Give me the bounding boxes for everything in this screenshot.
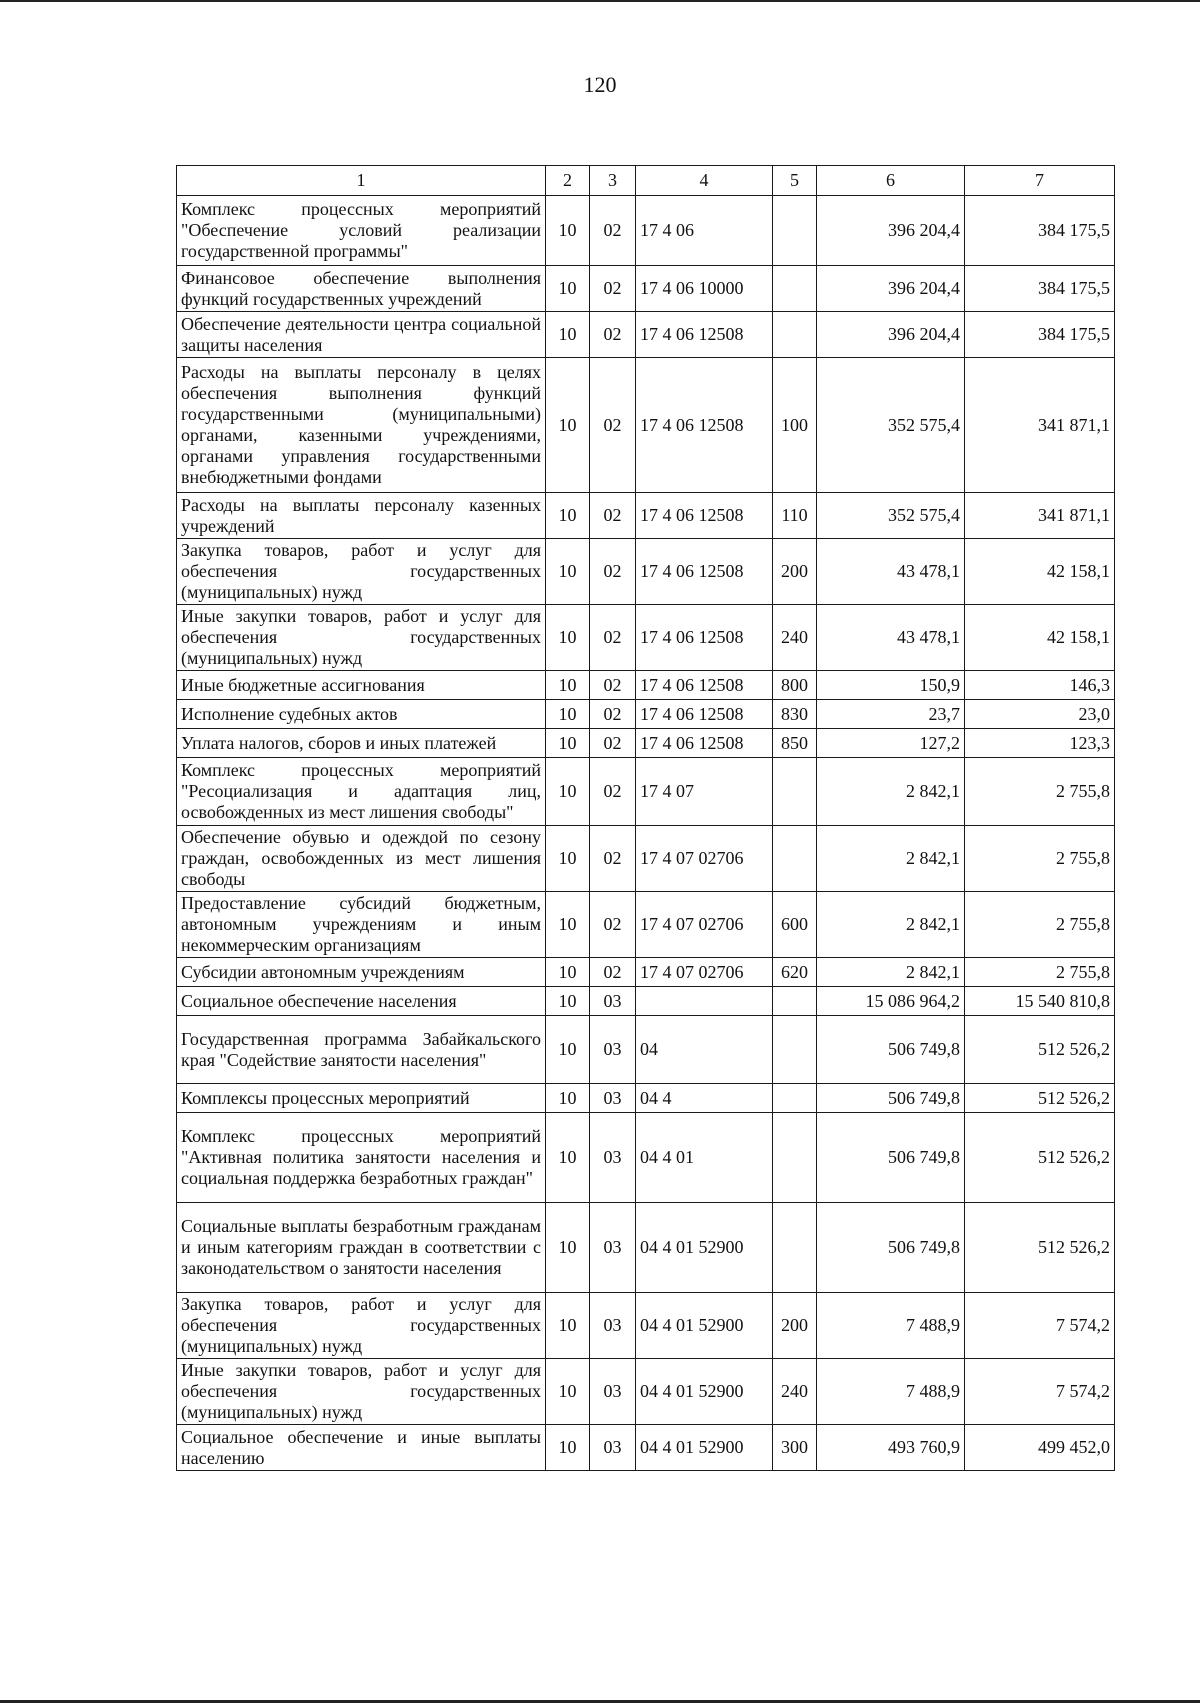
row-subsection: 03	[590, 1425, 636, 1471]
row-amount-col7: 341 871,1	[965, 358, 1115, 493]
row-expense-type: 200	[773, 1293, 817, 1359]
row-name: Социальное обеспечение населения	[177, 987, 546, 1016]
header-col-3: 3	[590, 166, 636, 196]
row-expense-type: 240	[773, 1359, 817, 1425]
table-row	[177, 1113, 1115, 1203]
row-name: Финансовое обеспечение выполнения функций государственных учреждений	[177, 266, 546, 312]
row-expense-type: 240	[773, 605, 817, 671]
row-amount-col7: 2 755,8	[965, 892, 1115, 958]
row-name: Закупка товаров, работ и услуг для обеспечения государственных (муниципальных) нужд	[177, 539, 546, 605]
row-subsection: 03	[590, 1016, 636, 1084]
row-subsection: 03	[590, 1359, 636, 1425]
row-name: Обеспечение обувью и одеждой по сезону граждан, освобожденных из мест лишения свободы	[177, 826, 546, 892]
row-section: 10	[546, 758, 590, 826]
row-amount-col7: 512 526,2	[965, 1084, 1115, 1113]
row-amount-col7: 15 540 810,8	[965, 987, 1115, 1016]
row-section: 10	[546, 826, 590, 892]
row-name: Иные закупки товаров, работ и услуг для обеспечения государственных (муниципальных) нужд	[177, 605, 546, 671]
row-name: Расходы на выплаты персоналу в целях обеспечения выполнения функций государственными (муниципальными) органами, казенными учреждениями, органами управления государственными внебюджетными фондами	[177, 358, 546, 493]
row-expense-type: 100	[773, 358, 817, 493]
row-section: 10	[546, 958, 590, 987]
row-amount-col6: 493 760,9	[817, 1425, 965, 1471]
row-amount-col7: 384 175,5	[965, 196, 1115, 266]
row-expense-type: 800	[773, 671, 817, 700]
row-section: 10	[546, 196, 590, 266]
row-subsection: 02	[590, 196, 636, 266]
row-expense-type	[773, 1016, 817, 1084]
table-row	[177, 987, 1115, 1016]
table-row	[177, 671, 1115, 700]
row-amount-col7: 23,0	[965, 700, 1115, 729]
row-name: Иные бюджетные ассигнования	[177, 671, 546, 700]
row-program-code: 04 4 01	[636, 1113, 773, 1203]
row-section: 10	[546, 671, 590, 700]
row-name: Социальное обеспечение и иные выплаты населению	[177, 1425, 546, 1471]
row-amount-col6: 2 842,1	[817, 892, 965, 958]
table-row	[177, 312, 1115, 358]
row-amount-col6: 396 204,4	[817, 196, 965, 266]
row-program-code: 17 4 06 12508	[636, 493, 773, 539]
row-amount-col6: 7 488,9	[817, 1293, 965, 1359]
header-col-7: 7	[965, 166, 1115, 196]
table-row	[177, 266, 1115, 312]
row-amount-col6: 352 575,4	[817, 358, 965, 493]
row-amount-col7: 146,3	[965, 671, 1115, 700]
row-program-code: 04 4 01 52900	[636, 1425, 773, 1471]
row-amount-col7: 2 755,8	[965, 758, 1115, 826]
row-name: Государственная программа Забайкальского края "Содействие занятости населения"	[177, 1016, 546, 1084]
row-section: 10	[546, 1293, 590, 1359]
table-row	[177, 958, 1115, 987]
row-section: 10	[546, 700, 590, 729]
row-expense-type	[773, 826, 817, 892]
row-name: Предоставление субсидий бюджетным, автономным учреждениям и иным некоммерческим организациям	[177, 892, 546, 958]
row-subsection: 03	[590, 1293, 636, 1359]
row-section: 10	[546, 729, 590, 758]
row-program-code	[636, 987, 773, 1016]
table-row	[177, 1359, 1115, 1425]
row-amount-col6: 127,2	[817, 729, 965, 758]
row-section: 10	[546, 266, 590, 312]
row-section: 10	[546, 312, 590, 358]
row-section: 10	[546, 605, 590, 671]
row-amount-col7: 7 574,2	[965, 1293, 1115, 1359]
bottom-border-rule	[0, 1700, 1200, 1703]
row-name: Исполнение судебных актов	[177, 700, 546, 729]
row-section: 10	[546, 987, 590, 1016]
row-program-code: 17 4 06 12508	[636, 729, 773, 758]
row-program-code: 17 4 07 02706	[636, 958, 773, 987]
row-expense-type: 850	[773, 729, 817, 758]
row-section: 10	[546, 1425, 590, 1471]
row-section: 10	[546, 1113, 590, 1203]
table-row	[177, 605, 1115, 671]
row-section: 10	[546, 1084, 590, 1113]
row-program-code: 17 4 06 12508	[636, 312, 773, 358]
row-subsection: 02	[590, 605, 636, 671]
row-subsection: 02	[590, 358, 636, 493]
table-row	[177, 1293, 1115, 1359]
row-name: Комплекс процессных мероприятий "Активная политика занятости населения и социальная поддержка безработных граждан"	[177, 1113, 546, 1203]
row-expense-type: 600	[773, 892, 817, 958]
row-subsection: 02	[590, 826, 636, 892]
row-subsection: 03	[590, 1084, 636, 1113]
row-expense-type	[773, 758, 817, 826]
table-row	[177, 1084, 1115, 1113]
row-amount-col7: 341 871,1	[965, 493, 1115, 539]
row-program-code: 04 4 01 52900	[636, 1293, 773, 1359]
row-section: 10	[546, 358, 590, 493]
table-body	[177, 196, 1115, 1471]
table-row	[177, 729, 1115, 758]
row-amount-col6: 43 478,1	[817, 605, 965, 671]
row-section: 10	[546, 539, 590, 605]
row-amount-col6: 396 204,4	[817, 312, 965, 358]
table-row	[177, 1016, 1115, 1084]
row-amount-col7: 512 526,2	[965, 1113, 1115, 1203]
row-program-code: 17 4 06 10000	[636, 266, 773, 312]
row-section: 10	[546, 892, 590, 958]
row-name: Комплексы процессных мероприятий	[177, 1084, 546, 1113]
row-amount-col6: 506 749,8	[817, 1113, 965, 1203]
row-amount-col6: 396 204,4	[817, 266, 965, 312]
row-expense-type: 620	[773, 958, 817, 987]
row-expense-type	[773, 266, 817, 312]
row-amount-col6: 150,9	[817, 671, 965, 700]
row-expense-type: 110	[773, 493, 817, 539]
row-subsection: 02	[590, 493, 636, 539]
row-program-code: 04 4 01 52900	[636, 1359, 773, 1425]
row-section: 10	[546, 1359, 590, 1425]
row-program-code: 17 4 06	[636, 196, 773, 266]
table-row	[177, 892, 1115, 958]
row-name: Уплата налогов, сборов и иных платежей	[177, 729, 546, 758]
table-header	[177, 166, 1115, 196]
row-name: Субсидии автономным учреждениям	[177, 958, 546, 987]
row-program-code: 17 4 07	[636, 758, 773, 826]
row-name: Расходы на выплаты персоналу казенных учреждений	[177, 493, 546, 539]
row-section: 10	[546, 1016, 590, 1084]
row-amount-col7: 384 175,5	[965, 266, 1115, 312]
row-subsection: 02	[590, 958, 636, 987]
row-name: Закупка товаров, работ и услуг для обеспечения государственных (муниципальных) нужд	[177, 1293, 546, 1359]
row-program-code: 17 4 06 12508	[636, 358, 773, 493]
row-subsection: 02	[590, 700, 636, 729]
row-expense-type: 300	[773, 1425, 817, 1471]
budget-table	[176, 165, 1115, 1471]
row-amount-col6: 2 842,1	[817, 758, 965, 826]
row-subsection: 02	[590, 266, 636, 312]
row-amount-col6: 352 575,4	[817, 493, 965, 539]
table-row	[177, 1203, 1115, 1293]
row-subsection: 02	[590, 539, 636, 605]
header-col-2: 2	[546, 166, 590, 196]
header-col-6: 6	[817, 166, 965, 196]
row-program-code: 04	[636, 1016, 773, 1084]
row-expense-type	[773, 987, 817, 1016]
row-amount-col6: 2 842,1	[817, 826, 965, 892]
row-amount-col7: 123,3	[965, 729, 1115, 758]
row-subsection: 02	[590, 729, 636, 758]
row-amount-col7: 42 158,1	[965, 605, 1115, 671]
header-col-5: 5	[773, 166, 817, 196]
row-expense-type: 200	[773, 539, 817, 605]
row-subsection: 02	[590, 892, 636, 958]
table-row	[177, 493, 1115, 539]
row-expense-type	[773, 1113, 817, 1203]
row-amount-col6: 23,7	[817, 700, 965, 729]
row-subsection: 03	[590, 987, 636, 1016]
row-name: Социальные выплаты безработным гражданам и иным категориям граждан в соответствии с законодательством о занятости населения	[177, 1203, 546, 1293]
row-amount-col7: 7 574,2	[965, 1359, 1115, 1425]
header-row	[177, 166, 1115, 196]
row-expense-type	[773, 1084, 817, 1113]
row-amount-col7: 42 158,1	[965, 539, 1115, 605]
row-name: Обеспечение деятельности центра социальной защиты населения	[177, 312, 546, 358]
row-amount-col7: 2 755,8	[965, 958, 1115, 987]
table-row	[177, 539, 1115, 605]
row-subsection: 02	[590, 312, 636, 358]
row-amount-col7: 384 175,5	[965, 312, 1115, 358]
row-amount-col6: 506 749,8	[817, 1203, 965, 1293]
row-amount-col6: 506 749,8	[817, 1016, 965, 1084]
header-col-1: 1	[177, 166, 546, 196]
row-program-code: 17 4 06 12508	[636, 700, 773, 729]
row-name: Комплекс процессных мероприятий "Ресоциализация и адаптация лиц, освобожденных из мест лишения свободы"	[177, 758, 546, 826]
page-number: 120	[583, 72, 617, 97]
row-amount-col6: 7 488,9	[817, 1359, 965, 1425]
row-amount-col6: 43 478,1	[817, 539, 965, 605]
row-amount-col6: 506 749,8	[817, 1084, 965, 1113]
row-amount-col7: 512 526,2	[965, 1203, 1115, 1293]
row-expense-type	[773, 312, 817, 358]
row-name: Комплекс процессных мероприятий "Обеспечение условий реализации государственной программы"	[177, 196, 546, 266]
row-program-code: 17 4 06 12508	[636, 671, 773, 700]
table-row	[177, 758, 1115, 826]
row-amount-col7: 512 526,2	[965, 1016, 1115, 1084]
header-col-4: 4	[636, 166, 773, 196]
row-section: 10	[546, 493, 590, 539]
row-amount-col6: 2 842,1	[817, 958, 965, 987]
row-program-code: 04 4	[636, 1084, 773, 1113]
row-amount-col7: 499 452,0	[965, 1425, 1115, 1471]
row-expense-type	[773, 1203, 817, 1293]
row-program-code: 17 4 07 02706	[636, 826, 773, 892]
row-program-code: 17 4 07 02706	[636, 892, 773, 958]
row-program-code: 17 4 06 12508	[636, 605, 773, 671]
top-border-rule	[0, 0, 1200, 2]
table-row	[177, 358, 1115, 493]
row-program-code: 17 4 06 12508	[636, 539, 773, 605]
row-amount-col6: 15 086 964,2	[817, 987, 965, 1016]
row-name: Иные закупки товаров, работ и услуг для обеспечения государственных (муниципальных) нужд	[177, 1359, 546, 1425]
row-expense-type: 830	[773, 700, 817, 729]
table-row	[177, 826, 1115, 892]
row-expense-type	[773, 196, 817, 266]
table-row	[177, 196, 1115, 266]
row-amount-col7: 2 755,8	[965, 826, 1115, 892]
row-subsection: 02	[590, 671, 636, 700]
row-program-code: 04 4 01 52900	[636, 1203, 773, 1293]
row-section: 10	[546, 1203, 590, 1293]
row-subsection: 03	[590, 1203, 636, 1293]
row-subsection: 03	[590, 1113, 636, 1203]
table-row	[177, 700, 1115, 729]
row-subsection: 02	[590, 758, 636, 826]
table-row	[177, 1425, 1115, 1471]
